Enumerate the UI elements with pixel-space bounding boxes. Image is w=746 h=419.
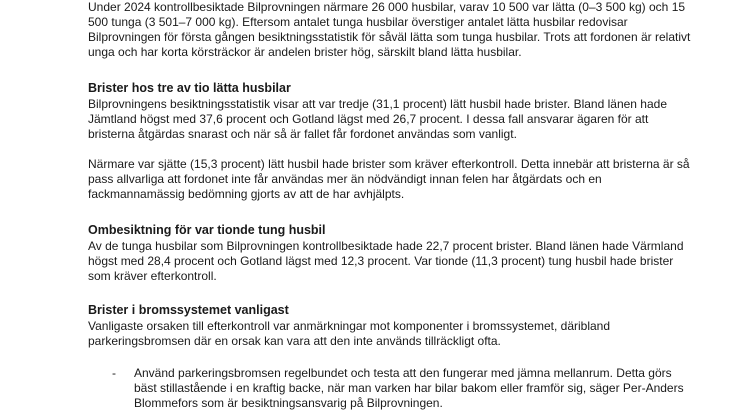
light-motorhomes-followup xyxy=(88,157,698,202)
quote-text: Använd parkeringsbromsen regelbundet och testa att den fungerar med jämna mellanrum. Detta görs bäst stillastående i en kraftig backe, när man varken har bilar bakom eller framför sig, säger Per-Anders Blommefors som är besiktningsansvarig på Bilprovningen. xyxy=(134,366,684,410)
heavy-motorhomes-paragraph: Av de tunga husbilar som Bilprovningen kontrollbesiktade hade 22,7 procent brister. Bland länen hade Värmland högst med 28,4 procent och Gotland lägst med 12,3 procent. Var tionde (11,3 procent) tung husbil hade brister som kräver efterkontroll. xyxy=(88,239,684,283)
intro-paragraph: Under 2024 kontrollbesiktade Bilprovningen närmare 26 000 husbilar, varav 10 500 var lätta (0–3 500 kg) och 15 500 tunga (3 501–7 000 kg). Eftersom antalet tunga husbilar överstiger antalet lätta husbilar redovisar Bilprovningen för första gången besiktningsstatistik för såväl lätta som tunga husbilar. Trots att fordonen är relativt unga och har korta körsträckor är andelen brister hög, särskilt bland lätta husbilar. xyxy=(88,0,691,59)
brakes-heading: Brister i bromssystemet vanligast xyxy=(88,303,289,317)
light-motorhomes-heading: Brister hos tre av tio lätta husbilar xyxy=(88,81,291,95)
light-motorhomes-paragraph-2: Närmare var sjätte (15,3 procent) lätt husbil hade brister som kräver efterkontroll. Detta innebär att bristerna är så pass allvarliga att fordonet inte får användas mer än nödvändigt innan felen har åtgärdats och en fackmannamässig bedömning gjorts av att de har avhjälpts. xyxy=(88,157,690,201)
light-motorhomes-paragraph-1: Bilprovningens besiktningsstatistik visar att var tredje (31,1 procent) lätt husbil hade brister. Bland länen hade Jämtland högst med 37,6 procent och Gotland lägst med 26,7 procent. I dessa fall ansvarar ägaren för att bristerna åtgärdas snarast och när så är fallet får fordonet användas som vanligt. xyxy=(88,97,667,141)
intro-section xyxy=(88,0,698,60)
brakes-paragraph: Vanligaste orsaken till efterkontroll var anmärkningar mot komponenter i bromssystemet, däribland parkeringsbromsen där en orsak kan vara att den inte används tillräckligt ofta. xyxy=(88,319,611,348)
heavy-motorhomes-section xyxy=(88,223,698,284)
light-motorhomes-section xyxy=(88,81,698,142)
heavy-motorhomes-heading: Ombesiktning för var tionde tung husbil xyxy=(88,223,326,237)
bullet-dash: - xyxy=(112,366,116,380)
brakes-section xyxy=(88,303,698,349)
